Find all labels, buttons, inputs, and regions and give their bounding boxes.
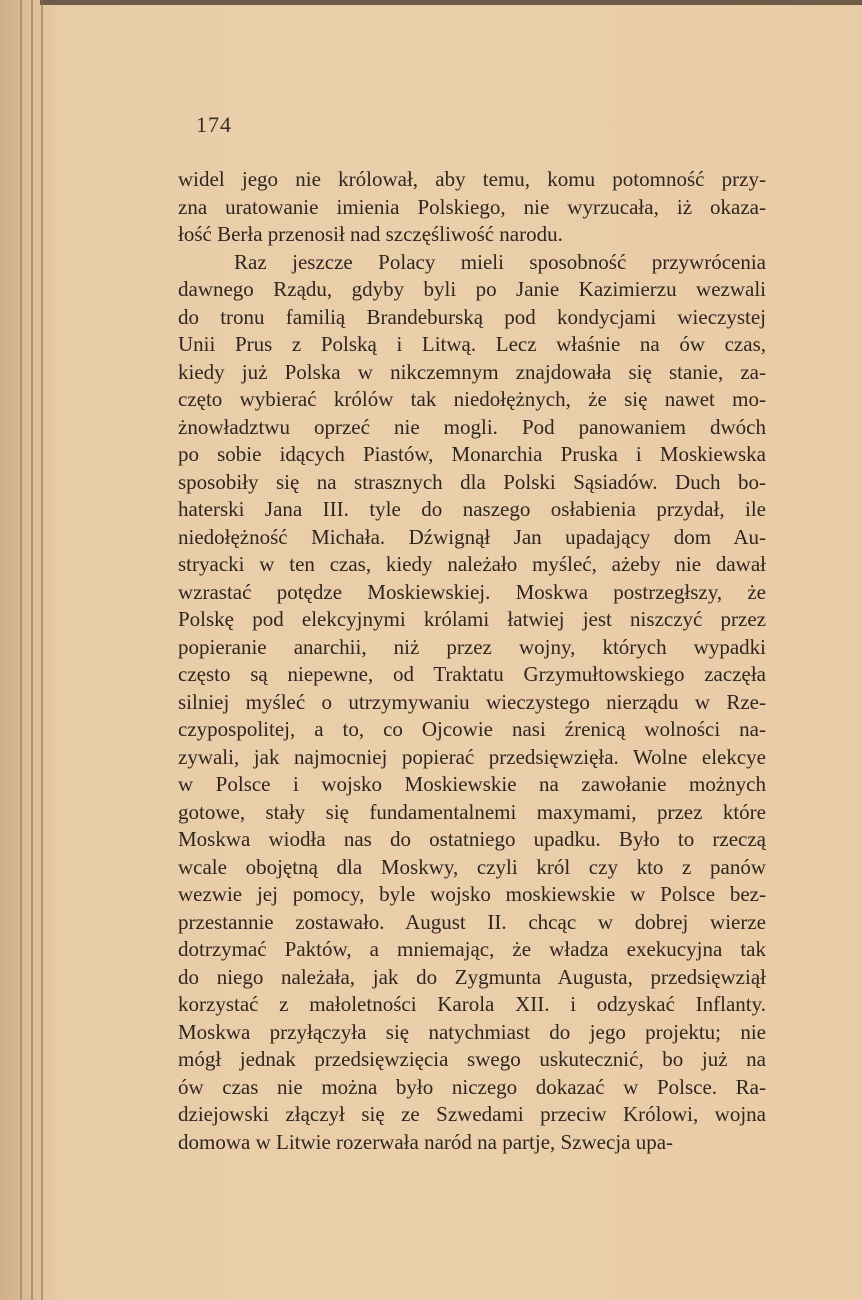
text-line: do niego należała, jak do Zygmunta Augusta, przedsięwziął [178, 964, 766, 989]
text-line: kiedy już Polska w nikczemnym znajdowała się stanie, za- [178, 359, 766, 384]
page-top-edge [40, 0, 862, 5]
page-number: 174 [196, 112, 232, 137]
text-line: Polskę pod elekcyjnymi królami łatwiej jest niszczyć przez [178, 607, 766, 631]
text-line: często są niepewne, od Traktatu Grzymułtowskiego zaczęła [178, 662, 766, 686]
spine-shadow-line [20, 0, 22, 1300]
spine-shadow-line [31, 0, 33, 1300]
text-line: czypospolitej, a to, co Ojcowie nasi źrenicą wolności na- [178, 717, 766, 741]
text-line: korzystać z małoletności Karola XII. i odzyskać Inflanty. [178, 992, 766, 1016]
text-line: dotrzymać Paktów, a mniemając, że władza exekucyjna tak [178, 937, 766, 961]
text-line: łość Berła przenosił nad szczęśliwość narodu. [178, 222, 563, 246]
text-line: gotowe, stały się fundamentalnemi maxymami, przez które [178, 799, 766, 824]
text-line: mógł jednak przedsięwzięcia swego uskutecznić, bo już na [178, 1047, 766, 1071]
body-text [178, 166, 766, 1156]
text-line: zna uratowanie imienia Polskiego, nie wyrzucała, iż okaza- [178, 194, 766, 219]
text-line: Raz jeszcze Polacy mieli sposobność przywrócenia [234, 249, 766, 274]
text-line: Moskwa przyłączyła się natychmiast do jego projektu; nie [178, 1019, 766, 1044]
text-line: dziejowski złączył się ze Szwedami przeciw Królowi, wojna [178, 1102, 766, 1126]
text-line: domowa w Litwie rozerwała naród na partje, Szwecja upa- [178, 1129, 674, 1154]
text-line: w Polsce i wojsko Moskiewskie na zawołanie możnych [178, 772, 766, 796]
text-line: wzrastać potędze Moskiewskiej. Moskwa postrzegłszy, że [178, 579, 766, 604]
text-line: wcale obojętną dla Moskwy, czyli król czy kto z panów [178, 854, 766, 879]
text-line: ów czas nie można było niczego dokazać w Polsce. Ra- [178, 1074, 766, 1099]
text-line: Moskwa wiodła nas do ostatniego upadku. Było to rzeczą [178, 827, 766, 851]
text-line: haterski Jana III. tyle do naszego osłabienia przydał, ile [178, 497, 766, 521]
text-line: po sobie idących Piastów, Monarchia Pruska i Moskiewska [178, 442, 766, 466]
text-line: zywali, jak najmocniej popierać przedsięwzięła. Wolne elekcye [178, 744, 766, 769]
text-line: do tronu familią Brandeburską pod kondycjami wieczystej [178, 304, 766, 329]
text-line: widel jego nie królował, aby temu, komu potomność przy- [178, 167, 766, 191]
text-line: dawnego Rządu, gdyby byli po Janie Kazimierzu wezwali [178, 277, 766, 301]
text-line: częto wybierać królów tak niedołężnych, że się nawet mo- [178, 387, 766, 411]
text-line: silniej myśleć o utrzymywaniu wieczystego nierządu w Rze- [178, 689, 766, 714]
text-line: Unii Prus z Polską i Litwą. Lecz właśnie na ów czas, [178, 332, 766, 356]
text-line: sposobiły się na strasznych dla Polski Sąsiadów. Duch bo- [178, 469, 766, 494]
text-line: stryacki w ten czas, kiedy należało myśleć, ażeby nie dawał [178, 552, 766, 576]
text-line: popieranie anarchii, niż przez wojny, których wypadki [178, 634, 766, 659]
spine-shadow-line [41, 0, 43, 1300]
text-line: przestannie zostawało. August II. chcąc w dobrej wierze [178, 909, 766, 934]
text-line: żnowładztwu oprzeć nie mogli. Pod panowaniem dwóch [178, 414, 766, 439]
text-line: niedołężność Michała. Dźwignął Jan upadający dom Au- [178, 524, 766, 549]
text-line: wezwie jej pomocy, byle wojsko moskiewskie w Polsce bez- [178, 882, 766, 906]
